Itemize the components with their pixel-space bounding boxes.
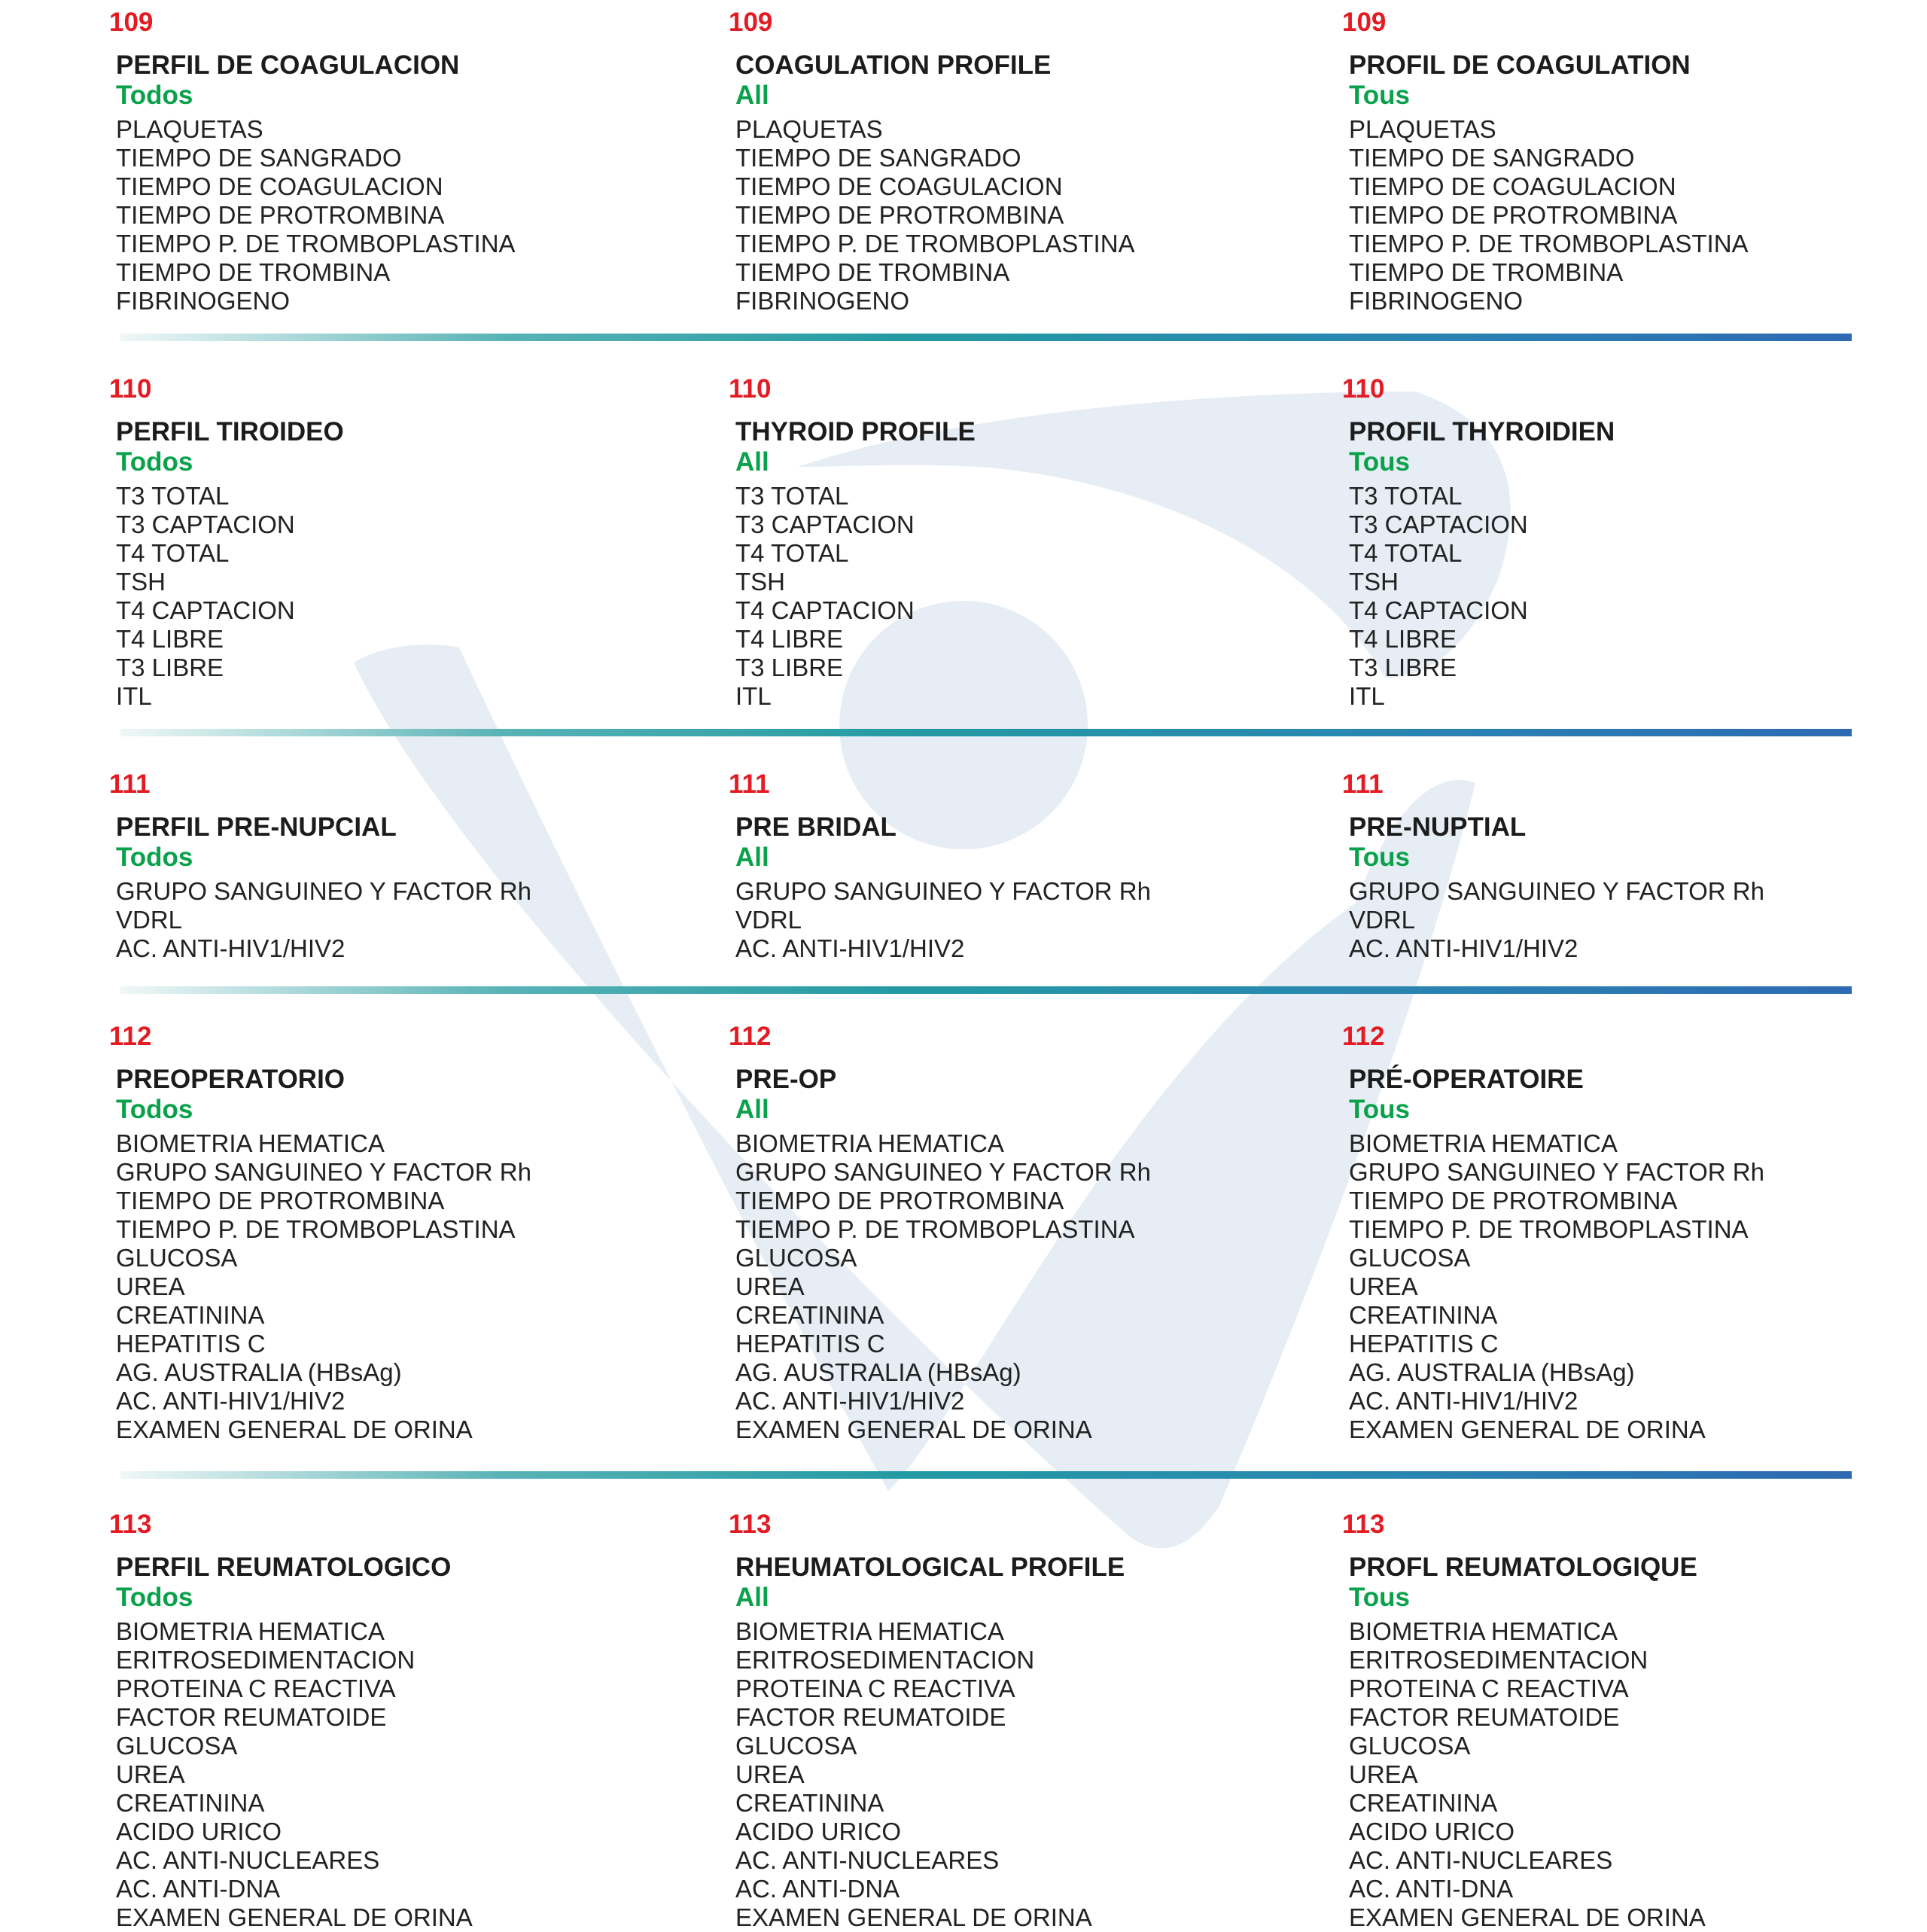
test-item: GRUPO SANGUINEO Y FACTOR Rh (735, 877, 1151, 905)
profile-title: PERFIL REUMATOLOGICO (116, 1553, 452, 1582)
test-item: EXAMEN GENERAL DE ORINA (735, 1903, 1092, 1931)
test-item: ACIDO URICO (735, 1818, 902, 1845)
test-item: EXAMEN GENERAL DE ORINA (116, 1415, 473, 1443)
test-item: GLUCOSA (1349, 1244, 1471, 1272)
test-item: ERITROSEDIMENTACION (1349, 1646, 1648, 1674)
profile-title: PERFIL PRE-NUPCIAL (116, 812, 397, 842)
column-english (729, 1022, 1316, 1444)
test-item: T3 LIBRE (1349, 654, 1457, 681)
audience-label: Todos (116, 81, 193, 110)
profile-number: 112 (109, 1022, 152, 1051)
test-item: FACTOR REUMATOIDE (1349, 1703, 1620, 1731)
profile-title: PREOPERATORIO (116, 1065, 346, 1094)
test-item: PLAQUETAS (116, 115, 263, 143)
test-item: TIEMPO P. DE TROMBOPLASTINA (116, 230, 516, 257)
column-english (729, 8, 1316, 315)
column-french (1342, 769, 1927, 963)
profile-number: 113 (109, 1510, 152, 1539)
profile-title: PRE-OP (735, 1065, 837, 1094)
column-spanish (109, 769, 696, 963)
test-item: UREA (735, 1760, 805, 1788)
test-list (109, 1617, 696, 1932)
test-item: TIEMPO DE SANGRADO (1349, 144, 1635, 172)
test-item: T3 TOTAL (1349, 482, 1463, 510)
audience-label: Tous (1349, 1583, 1411, 1612)
profile-number: 113 (1342, 1510, 1385, 1539)
test-item: AG. AUSTRALIA (HBsAg) (735, 1358, 1021, 1386)
test-item: GLUCOSA (735, 1244, 857, 1272)
test-item: T4 LIBRE (116, 625, 224, 653)
test-item: TIEMPO DE SANGRADO (735, 144, 1021, 172)
test-item: VDRL (735, 906, 802, 934)
test-item: T4 CAPTACION (116, 596, 295, 624)
test-item: CREATININA (735, 1789, 884, 1817)
test-item: ERITROSEDIMENTACION (116, 1646, 416, 1674)
audience-label: Tous (1349, 1095, 1411, 1124)
profile-number: 112 (729, 1022, 772, 1051)
test-list (729, 1617, 1316, 1932)
test-list (729, 115, 1316, 315)
test-item: PROTEINA C REACTIVA (1349, 1675, 1629, 1702)
test-item: TIEMPO P. DE TROMBOPLASTINA (1349, 230, 1749, 257)
test-item: GLUCOSA (116, 1732, 238, 1760)
test-item: UREA (116, 1760, 185, 1788)
column-french (1342, 1510, 1927, 1932)
profile-number: 113 (729, 1510, 772, 1539)
test-item: AG. AUSTRALIA (HBsAg) (1349, 1358, 1635, 1386)
test-item: CREATININA (735, 1301, 884, 1329)
audience-label: All (735, 447, 769, 477)
audience-label: Todos (116, 447, 193, 477)
test-item: GLUCOSA (735, 1732, 857, 1760)
test-item: TIEMPO DE PROTROMBINA (116, 201, 445, 229)
test-item: AC. ANTI-HIV1/HIV2 (735, 934, 965, 962)
audience-label: All (735, 81, 769, 110)
test-item: AC. ANTI-NUCLEARES (116, 1846, 380, 1874)
test-item: T4 CAPTACION (735, 596, 915, 624)
test-item: ERITROSEDIMENTACION (735, 1646, 1035, 1674)
profile-title: COAGULATION PROFILE (735, 50, 1052, 80)
column-english (729, 374, 1316, 711)
test-item: TIEMPO DE TROMBINA (735, 258, 1010, 286)
test-list (109, 877, 696, 963)
test-item: T3 TOTAL (735, 482, 849, 510)
column-spanish (109, 8, 696, 315)
profile-title: PERFIL DE COAGULACION (116, 50, 460, 80)
test-item: UREA (116, 1272, 185, 1300)
test-item: BIOMETRIA HEMATICA (116, 1129, 385, 1157)
test-item: T3 LIBRE (116, 654, 224, 681)
test-item: PROTEINA C REACTIVA (116, 1675, 396, 1702)
profile-number: 110 (1342, 374, 1385, 404)
profile-number: 111 (109, 769, 151, 799)
test-item: EXAMEN GENERAL DE ORINA (116, 1903, 473, 1931)
test-item: BIOMETRIA HEMATICA (1349, 1129, 1618, 1157)
test-item: PROTEINA C REACTIVA (735, 1675, 1015, 1702)
profile-title: PERFIL TIROIDEO (116, 417, 344, 446)
test-item: GRUPO SANGUINEO Y FACTOR Rh (735, 1158, 1151, 1186)
audience-label: Todos (116, 1095, 193, 1124)
profile-number: 109 (729, 8, 773, 37)
test-item: TIEMPO P. DE TROMBOPLASTINA (116, 1215, 516, 1243)
test-item: PLAQUETAS (1349, 115, 1496, 143)
section-divider (120, 1471, 1852, 1479)
test-item: T4 LIBRE (1349, 625, 1457, 653)
test-item: TIEMPO P. DE TROMBOPLASTINA (735, 230, 1135, 257)
test-item: TIEMPO DE SANGRADO (116, 144, 402, 172)
test-item: AC. ANTI-HIV1/HIV2 (116, 934, 346, 962)
test-item: AC. ANTI-DNA (116, 1875, 281, 1903)
column-spanish (109, 1022, 696, 1444)
test-item: TIEMPO DE TROMBINA (1349, 258, 1624, 286)
test-item: TSH (1349, 568, 1399, 596)
audience-label: Todos (116, 843, 193, 872)
test-item: FIBRINOGENO (735, 287, 910, 315)
test-item: T3 TOTAL (116, 482, 230, 510)
test-item: AG. AUSTRALIA (HBsAg) (116, 1358, 402, 1386)
test-item: BIOMETRIA HEMATICA (1349, 1617, 1618, 1645)
test-item: TSH (116, 568, 166, 596)
test-item: VDRL (116, 906, 183, 934)
test-item: BIOMETRIA HEMATICA (116, 1617, 385, 1645)
test-item: GRUPO SANGUINEO Y FACTOR Rh (1349, 877, 1764, 905)
test-item: GRUPO SANGUINEO Y FACTOR Rh (116, 877, 531, 905)
test-item: AC. ANTI-HIV1/HIV2 (1349, 1387, 1578, 1415)
profile-number: 110 (729, 374, 772, 404)
section-divider (120, 334, 1852, 341)
test-item: EXAMEN GENERAL DE ORINA (735, 1415, 1092, 1443)
audience-label: Tous (1349, 81, 1411, 110)
audience-label: Tous (1349, 447, 1411, 477)
test-item: HEPATITIS C (116, 1330, 266, 1358)
test-item: GLUCOSA (1349, 1732, 1471, 1760)
test-list (109, 1129, 696, 1444)
test-item: GRUPO SANGUINEO Y FACTOR Rh (1349, 1158, 1764, 1186)
test-item: EXAMEN GENERAL DE ORINA (1349, 1415, 1706, 1443)
test-item: AC. ANTI-DNA (1349, 1875, 1514, 1903)
audience-label: Todos (116, 1583, 193, 1612)
test-item: FIBRINOGENO (116, 287, 291, 315)
test-item: TIEMPO DE PROTROMBINA (116, 1187, 445, 1214)
test-list (729, 877, 1316, 963)
test-item: T3 CAPTACION (116, 510, 295, 538)
test-item: TIEMPO DE PROTROMBINA (1349, 201, 1678, 229)
test-item: T4 LIBRE (735, 625, 844, 653)
test-item: TIEMPO DE COAGULACION (1349, 172, 1676, 200)
profile-title: PROFL REUMATOLOGIQUE (1349, 1553, 1697, 1582)
profile-number: 111 (729, 769, 770, 799)
test-item: CREATININA (116, 1789, 265, 1817)
column-french (1342, 374, 1927, 711)
profile-title: PRE-NUPTIAL (1349, 812, 1527, 842)
test-item: FACTOR REUMATOIDE (735, 1703, 1006, 1731)
column-french (1342, 1022, 1927, 1444)
profile-number: 109 (109, 8, 154, 37)
test-item: UREA (735, 1272, 805, 1300)
test-item: TIEMPO DE COAGULACION (735, 172, 1063, 200)
test-item: TIEMPO P. DE TROMBOPLASTINA (1349, 1215, 1749, 1243)
profile-title: RHEUMATOLOGICAL PROFILE (735, 1553, 1125, 1582)
test-item: PLAQUETAS (735, 115, 883, 143)
test-item: FIBRINOGENO (1349, 287, 1524, 315)
test-item: HEPATITIS C (735, 1330, 885, 1358)
profile-number: 112 (1342, 1022, 1385, 1051)
test-list (1342, 877, 1927, 963)
profile-title: PROFIL DE COAGULATION (1349, 50, 1691, 80)
test-item: TIEMPO DE PROTROMBINA (1349, 1187, 1678, 1214)
test-item: AC. ANTI-HIV1/HIV2 (735, 1387, 965, 1415)
test-item: CREATININA (1349, 1301, 1498, 1329)
audience-label: Tous (1349, 843, 1411, 872)
test-item: TIEMPO P. DE TROMBOPLASTINA (735, 1215, 1135, 1243)
test-item: AC. ANTI-DNA (735, 1875, 900, 1903)
column-english (729, 1510, 1316, 1932)
test-item: CREATININA (116, 1301, 265, 1329)
test-item: ACIDO URICO (1349, 1818, 1515, 1845)
test-list (729, 482, 1316, 711)
profile-title: PRÉ-OPERATOIRE (1349, 1065, 1584, 1094)
test-item: GLUCOSA (116, 1244, 238, 1272)
test-item: ITL (735, 682, 772, 710)
test-list (109, 482, 696, 711)
test-list (729, 1129, 1316, 1444)
test-item: T3 CAPTACION (1349, 510, 1528, 538)
section-divider (120, 729, 1852, 736)
test-item: T4 TOTAL (1349, 539, 1463, 567)
test-list (1342, 482, 1927, 711)
profile-title: PROFIL THYROIDIEN (1349, 417, 1615, 446)
audience-label: All (735, 843, 769, 872)
test-item: T4 TOTAL (116, 539, 230, 567)
test-item: TIEMPO DE TROMBINA (116, 258, 391, 286)
test-list (1342, 115, 1927, 315)
test-item: AC. ANTI-HIV1/HIV2 (116, 1387, 346, 1415)
profile-number: 110 (109, 374, 152, 404)
test-list (109, 115, 696, 315)
test-item: T3 LIBRE (735, 654, 844, 681)
test-list (1342, 1617, 1927, 1932)
audience-label: All (735, 1583, 769, 1612)
test-item: TSH (735, 568, 785, 596)
test-item: T3 CAPTACION (735, 510, 915, 538)
test-item: GRUPO SANGUINEO Y FACTOR Rh (116, 1158, 531, 1186)
column-spanish (109, 1510, 696, 1932)
test-item: TIEMPO DE COAGULACION (116, 172, 443, 200)
test-item: TIEMPO DE PROTROMBINA (735, 201, 1064, 229)
test-item: HEPATITIS C (1349, 1330, 1499, 1358)
test-item: AC. ANTI-NUCLEARES (1349, 1846, 1613, 1874)
test-item: UREA (1349, 1760, 1418, 1788)
test-item: EXAMEN GENERAL DE ORINA (1349, 1903, 1706, 1931)
column-french (1342, 8, 1927, 315)
test-item: BIOMETRIA HEMATICA (735, 1617, 1004, 1645)
column-spanish (109, 374, 696, 711)
profile-title: PRE BRIDAL (735, 812, 897, 842)
test-item: AC. ANTI-NUCLEARES (735, 1846, 1000, 1874)
section-divider (120, 986, 1852, 994)
test-item: ITL (116, 682, 152, 710)
profile-number: 111 (1342, 769, 1384, 799)
test-list (1342, 1129, 1927, 1444)
test-item: CREATININA (1349, 1789, 1498, 1817)
test-item: ITL (1349, 682, 1385, 710)
audience-label: All (735, 1095, 769, 1124)
test-item: UREA (1349, 1272, 1418, 1300)
test-item: FACTOR REUMATOIDE (116, 1703, 387, 1731)
column-english (729, 769, 1316, 963)
test-item: BIOMETRIA HEMATICA (735, 1129, 1004, 1157)
test-item: T4 CAPTACION (1349, 596, 1528, 624)
test-item: TIEMPO DE PROTROMBINA (735, 1187, 1064, 1214)
test-item: AC. ANTI-HIV1/HIV2 (1349, 934, 1578, 962)
test-item: VDRL (1349, 906, 1416, 934)
profile-title: THYROID PROFILE (735, 417, 976, 446)
test-item: T4 TOTAL (735, 539, 849, 567)
profile-number: 109 (1342, 8, 1387, 37)
test-item: ACIDO URICO (116, 1818, 282, 1845)
